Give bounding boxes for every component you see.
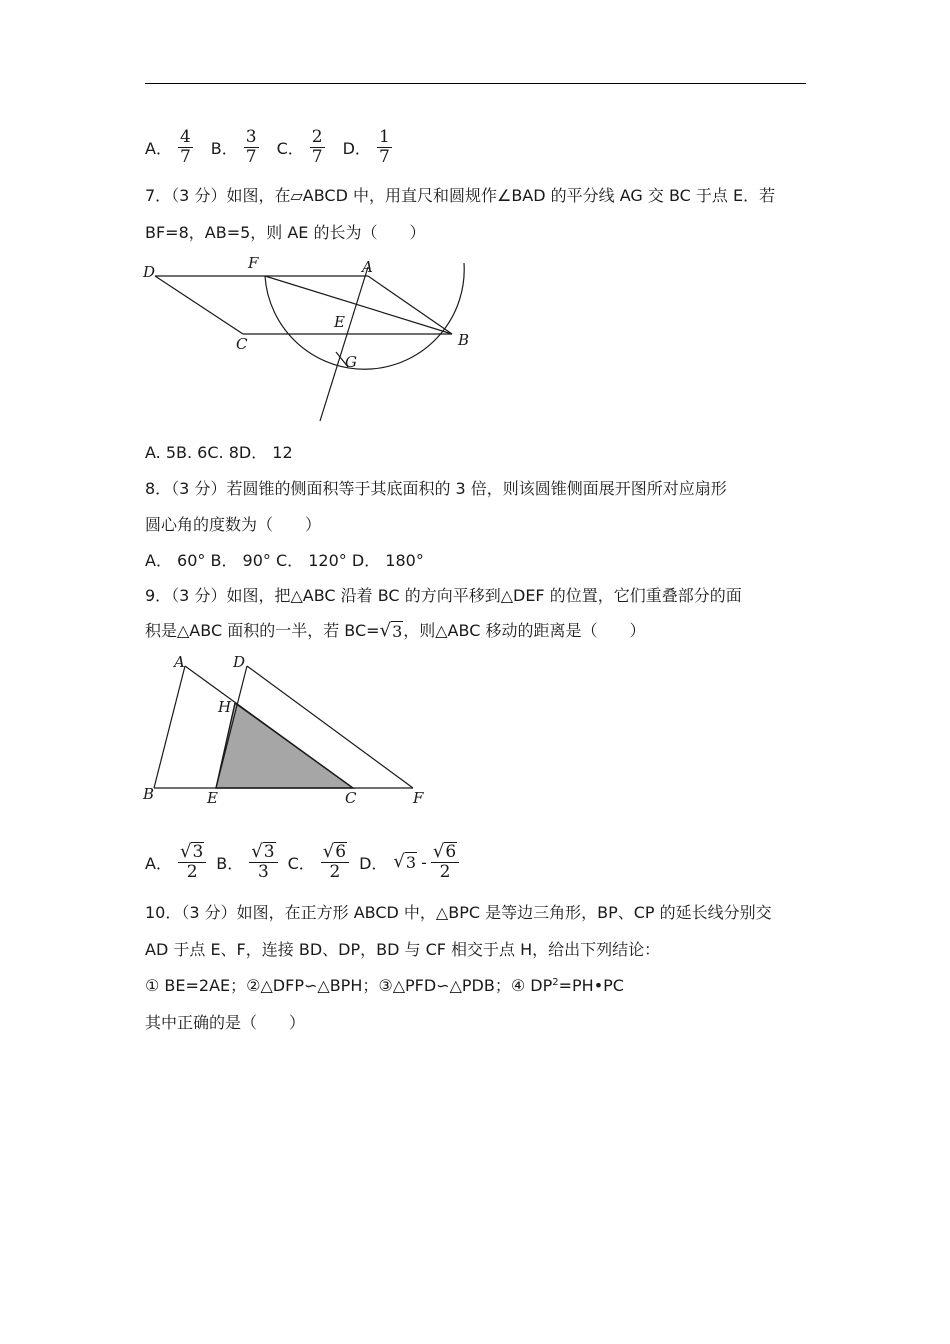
q9-stem-line2-before: 积是△ABC 面积的一半，若 BC= (145, 621, 380, 640)
q6-option-c-label: C． (276, 139, 304, 158)
q7-label-e: E (334, 313, 345, 331)
q9-label-h: H (218, 698, 232, 716)
sqrt-symbol-icon: √ (179, 841, 192, 862)
sqrt-symbol-icon: √ (251, 841, 263, 862)
q10-conclusions: ① BE=2AE；②△DFP∽△BPH；③△PFD∽△PDB；④ $DP^2=PH•PC$ (145, 976, 624, 995)
q9-option-a-label: A． (145, 853, 172, 873)
q9-option-c-fraction: √ 6 2 (321, 842, 349, 882)
q9-label-e: E (207, 789, 218, 807)
q9-label-b: B (143, 785, 155, 803)
q7-options: A. 5B. 6C. 8D． 12 (145, 443, 293, 462)
sqrt-symbol-icon: √ (393, 851, 405, 872)
q6-option-b-fraction: $\frac{3}{7}$ (245, 127, 257, 167)
header-rule (145, 83, 806, 84)
sqrt-symbol-icon: √ (322, 841, 335, 862)
q9-figure (140, 652, 440, 812)
q10-stem-line2: AD 于点 E、F，连接 BD、DP，BD 与 CF 相交于点 H，给出下列结论： (145, 940, 661, 959)
q7-figure (140, 255, 480, 425)
q10-prompt: 其中正确的是（ ） (145, 1013, 306, 1032)
q6-option-a-label: A． (145, 139, 172, 158)
q9-option-d-sqrt: √ 3 (393, 851, 417, 872)
q9-overlap-triangle (216, 703, 353, 788)
q7-stem-line1: 7．（3 分）如图，在▱ABCD 中，用直尺和圆规作∠BAD 的平分线 AG 交 BC 于点 E．若 (145, 186, 776, 205)
q9-option-d-fraction: √ 6 2 (431, 842, 459, 882)
q7-label-a: A (362, 258, 373, 276)
q6-option-c-fraction: $\frac{2}{7}$ (311, 127, 323, 167)
q9-option-d-minus: - (421, 852, 427, 872)
q9-label-d: D (233, 653, 246, 671)
q6-option-b-label: B． (210, 139, 238, 158)
q7-stem-line2: BF=8，AB=5，则 AE 的长为（ ） (145, 223, 426, 242)
q7-label-b: B (458, 331, 470, 349)
q9-option-a-fraction: √ 3 2 (178, 842, 206, 882)
q7-label-d: D (143, 263, 156, 281)
q8-stem-line1: 8．（3 分）若圆锥的侧面积等于其底面积的 3 倍，则该圆锥侧面展开图所对应扇形 (145, 479, 727, 498)
q7-label-c: C (236, 335, 248, 353)
q7-segment-ab (368, 276, 452, 334)
q9-stem-line2-after: ，则△ABC 移动的距离是（ ） (403, 621, 646, 640)
q8-stem-line2: 圆心角的度数为（ ） (145, 515, 322, 534)
q6-option-d-label: D． (342, 139, 371, 158)
q9-label-f: F (413, 789, 424, 807)
q9-options (145, 842, 477, 882)
q9-label-c: C (345, 789, 357, 807)
sqrt-symbol-icon: √ (379, 620, 392, 641)
q9-option-d-label: D． (359, 853, 388, 873)
q9-segment-ab (154, 666, 185, 788)
q9-option-b-label: B． (216, 853, 244, 873)
q9-stem-line1: 9．（3 分）如图，把△ABC 沿着 BC 的方向平移到△DEF 的位置，它们重叠部分的面 (145, 586, 742, 605)
q9-label-a: A (174, 653, 185, 671)
q6-option-a-fraction: $\frac{4}{7}$ (179, 127, 191, 167)
q9-stem-sqrt: √ 3 (379, 620, 403, 641)
q9-stem-line2 (145, 620, 645, 642)
q7-bisector-ag (320, 267, 368, 421)
q6-option-d-fraction: $\frac{1}{7}$ (378, 127, 390, 167)
q10-stem-line1: 10．（3 分）如图，在正方形 ABCD 中，△BPC 是等边三角形，BP、CP 的延长线分别交 (145, 903, 772, 922)
q7-label-f: F (248, 255, 259, 272)
q9-option-c-label: C． (287, 853, 315, 873)
q8-options: A． 60° B． 90° C． 120° D． 180° (145, 551, 424, 570)
q7-segment-dc (155, 276, 243, 334)
q6-options (145, 128, 410, 167)
q9-option-b-fraction: √ 3 3 (249, 842, 277, 882)
q7-segment-fb (265, 276, 452, 334)
q7-label-g: G (345, 353, 357, 371)
sqrt-symbol-icon: √ (432, 841, 445, 862)
